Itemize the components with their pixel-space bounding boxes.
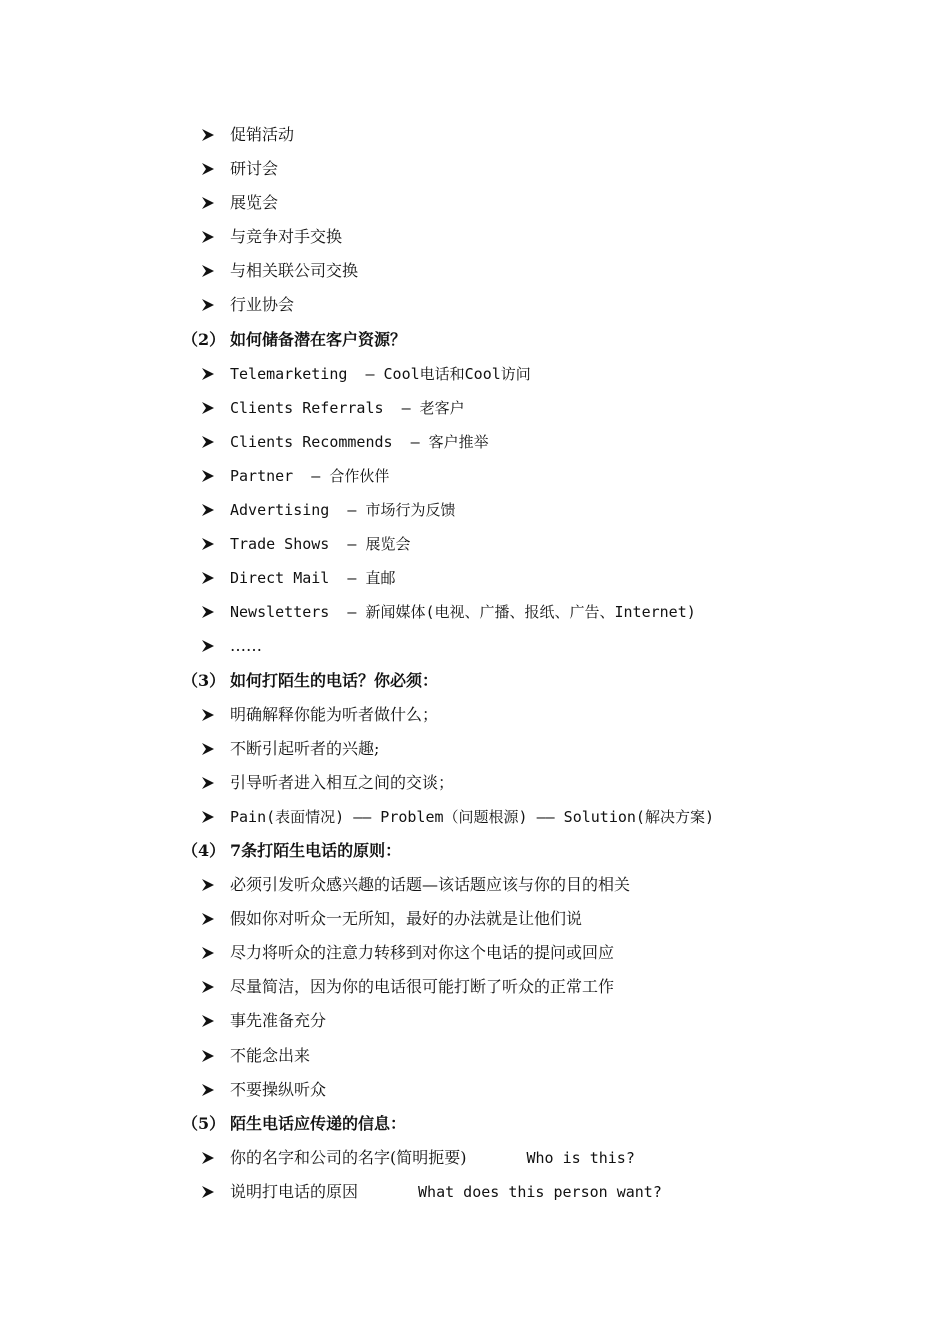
- arrow-bullet-icon: [200, 561, 216, 595]
- list-item: [0, 1175, 950, 1209]
- list-item: [0, 1039, 950, 1073]
- arrow-bullet-icon: [200, 493, 216, 527]
- document-page: [0, 118, 950, 1209]
- arrow-bullet-icon: [200, 391, 216, 425]
- section-number: （3）: [182, 670, 226, 690]
- list-item-english: What does this person want?: [418, 1182, 662, 1201]
- list-item-text: 展览会: [230, 193, 279, 213]
- list-item: [0, 595, 950, 629]
- section-title: 陌生电话应传递的信息：: [230, 1113, 407, 1133]
- arrow-bullet-icon: [200, 527, 216, 561]
- arrow-bullet-icon: [200, 118, 216, 152]
- arrow-bullet-icon: [200, 357, 216, 391]
- list-item-text: Clients Referrals – 老客户: [230, 398, 465, 417]
- list-item-text: 假如你对听众一无所知，最好的办法就是让他们说: [230, 909, 583, 929]
- arrow-bullet-icon: [200, 288, 216, 322]
- list-item: [0, 732, 950, 766]
- list-item: [0, 698, 950, 732]
- list-item: [0, 868, 950, 902]
- arrow-bullet-icon: [200, 766, 216, 800]
- arrow-bullet-icon: [200, 1073, 216, 1107]
- arrow-bullet-icon: [200, 902, 216, 936]
- section-number: （2）: [182, 329, 226, 349]
- list-item-text: 促销活动: [230, 125, 295, 144]
- list-item-chinese: 说明打电话的原因: [230, 1181, 359, 1201]
- list-item: [0, 118, 950, 152]
- list-item-text: 研讨会: [230, 159, 279, 179]
- list-item: [0, 425, 950, 459]
- list-item-text: Clients Recommends – 客户推举: [230, 432, 489, 451]
- arrow-bullet-icon: [200, 1141, 216, 1175]
- list-item-text: 明确解释你能为听者做什么；: [230, 704, 439, 724]
- list-item-text: Telemarketing – Cool电话和Cool访问: [230, 364, 531, 383]
- list-item: [0, 391, 950, 425]
- arrow-bullet-icon: [200, 732, 216, 766]
- arrow-bullet-icon: [200, 254, 216, 288]
- list-item: [0, 970, 950, 1004]
- list-item-text: 尽量简洁，因为你的电话很可能打断了听众的正常工作: [230, 977, 615, 997]
- list-item-text: [230, 1141, 635, 1175]
- arrow-bullet-icon: [200, 970, 216, 1004]
- list-item: [0, 527, 950, 561]
- arrow-bullet-icon: [200, 459, 216, 493]
- list-item-text: Trade Shows – 展览会: [230, 535, 411, 554]
- list-item-text: Advertising – 市场行为反馈: [230, 501, 456, 520]
- list-item-text: [230, 1175, 662, 1209]
- list-item: [0, 152, 950, 186]
- section-title: 7条打陌生电话的原则：: [230, 840, 402, 860]
- arrow-bullet-icon: [200, 1039, 216, 1073]
- list-item-text: Partner – 合作伙伴: [230, 466, 390, 485]
- section-title: 如何打陌生的电话？你必须：: [230, 670, 439, 690]
- list-item-english: Who is this?: [526, 1148, 635, 1167]
- arrow-bullet-icon: [200, 152, 216, 186]
- arrow-bullet-icon: [200, 1175, 216, 1209]
- list-item-chinese: 你的名字和公司的名字(简明扼要): [230, 1147, 467, 1167]
- list-item: [0, 561, 950, 595]
- section-number: （4）: [182, 840, 226, 860]
- arrow-bullet-icon: [200, 629, 216, 663]
- list-item: [0, 902, 950, 936]
- list-item: [0, 936, 950, 970]
- list-item-text: Newsletters – 新闻媒体(电视、广播、报纸、广告、Internet): [230, 603, 696, 622]
- list-item-text: 事先准备充分: [230, 1011, 327, 1031]
- arrow-bullet-icon: [200, 868, 216, 902]
- list-item-text: 不断引起听者的兴趣;: [230, 738, 380, 758]
- list-item: [0, 357, 950, 391]
- list-item-text: 必须引发听众感兴趣的话题—该话题应该与你的目的相关: [230, 875, 631, 895]
- list-item-text: 引导听者进入相互之间的交谈；: [230, 772, 455, 792]
- list-item: [0, 220, 950, 254]
- section-heading: [0, 834, 950, 868]
- arrow-bullet-icon: [200, 1004, 216, 1038]
- section-number: （5）: [182, 1113, 226, 1133]
- list-item-text: ……: [230, 636, 262, 656]
- list-item-text: 与竞争对手交换: [230, 227, 343, 247]
- arrow-bullet-icon: [200, 186, 216, 220]
- arrow-bullet-icon: [200, 936, 216, 970]
- list-item: [0, 186, 950, 220]
- list-item: [0, 766, 950, 800]
- list-item-text: 与相关联公司交换: [230, 261, 359, 281]
- section-title: 如何储备潜在客户资源？: [230, 329, 407, 349]
- list-item-text: 行业协会: [230, 295, 295, 315]
- list-item: [0, 1073, 950, 1107]
- list-item: [0, 1141, 950, 1175]
- arrow-bullet-icon: [200, 595, 216, 629]
- list-item: [0, 800, 950, 834]
- list-item-text: Direct Mail – 直邮: [230, 569, 396, 588]
- list-item: [0, 459, 950, 493]
- section-heading: [0, 664, 950, 698]
- list-item: [0, 493, 950, 527]
- list-item: [0, 288, 950, 322]
- list-item-text: 不能念出来: [230, 1045, 311, 1065]
- list-item: [0, 629, 950, 663]
- arrow-bullet-icon: [200, 220, 216, 254]
- list-item-text: Pain(表面情况) –– Problem（问题根源) –– Solution(解决方案): [230, 807, 714, 826]
- arrow-bullet-icon: [200, 800, 216, 834]
- list-item: [0, 254, 950, 288]
- arrow-bullet-icon: [200, 425, 216, 459]
- list-item-text: 不要操纵听众: [230, 1079, 327, 1099]
- section-heading: [0, 1107, 950, 1141]
- list-item: [0, 1004, 950, 1038]
- section-heading: [0, 323, 950, 357]
- list-item-text: 尽力将听众的注意力转移到对你这个电话的提问或回应: [230, 943, 615, 963]
- arrow-bullet-icon: [200, 698, 216, 732]
